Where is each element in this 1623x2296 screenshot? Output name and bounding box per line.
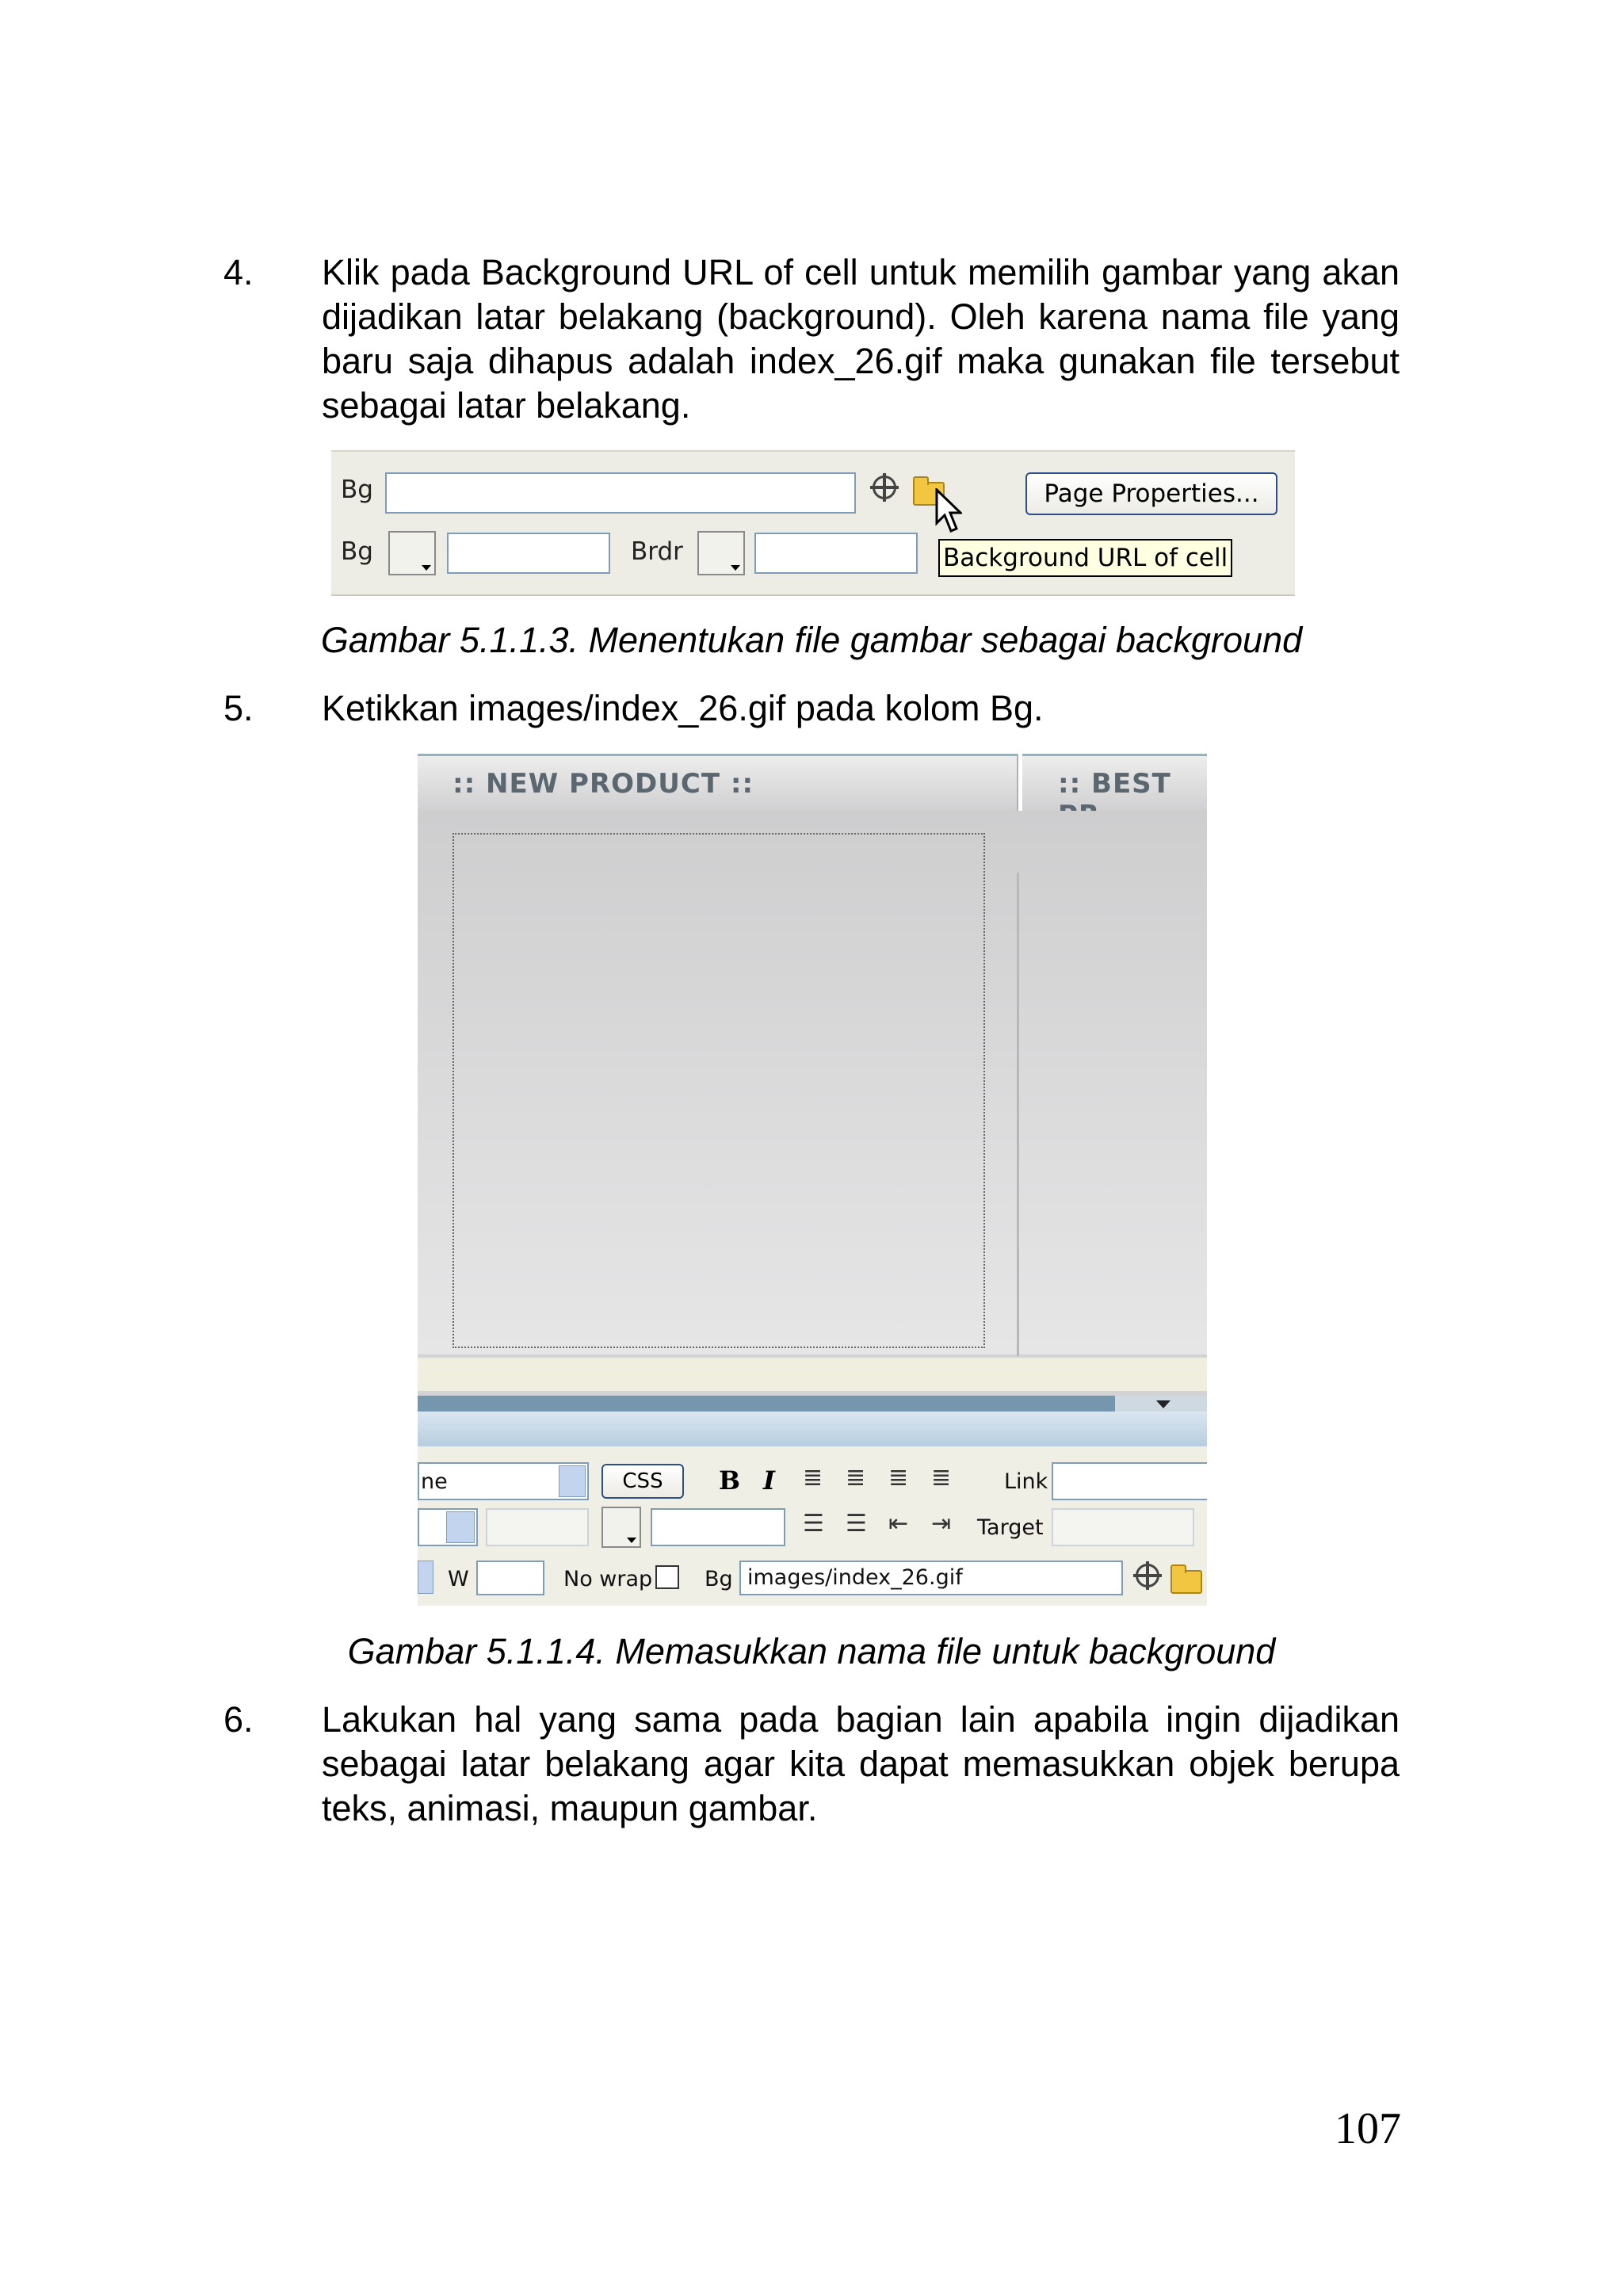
point-to-file-icon[interactable] <box>1136 1564 1159 1587</box>
css-button[interactable]: CSS <box>601 1464 684 1499</box>
step-5-text: Ketikkan images/index_26.gif pada kolom Bg. <box>322 688 1044 728</box>
outdent-icon[interactable]: ⇤ <box>888 1510 909 1538</box>
bg-url-label: Bg <box>341 476 373 504</box>
figure-5-1-1-4-caption: Gambar 5.1.1.4. Memasukkan nama file untuk background <box>347 1631 1276 1671</box>
folder-icon[interactable] <box>1170 1570 1202 1594</box>
link-field[interactable] <box>1052 1462 1207 1500</box>
column-divider <box>1017 873 1019 1356</box>
target-select[interactable] <box>1052 1508 1194 1546</box>
indent-icon[interactable]: ⇥ <box>931 1510 952 1538</box>
no-wrap-checkbox[interactable] <box>655 1565 679 1589</box>
step-4-text: Klik pada Background URL of cell untuk memilih gambar yang akan dijadikan latar belakang (background). Oleh karena nama file yang baru saja dihapus adalah index_26.gif maka gunakan file tersebut sebagai latar belakang. <box>322 252 1400 426</box>
panel-collapse-arrow-icon[interactable] <box>1156 1400 1170 1408</box>
dreamweaver-design-view-screenshot <box>418 754 1207 1606</box>
step-5-number: 5. <box>223 688 254 728</box>
italic-button[interactable]: I <box>763 1465 775 1496</box>
mouse-cursor-icon <box>935 488 962 534</box>
text-color-field[interactable] <box>651 1508 785 1546</box>
width-field[interactable] <box>476 1561 544 1595</box>
align-left-icon[interactable]: ≣ <box>803 1464 823 1492</box>
border-color-swatch[interactable] <box>697 531 745 575</box>
units-select[interactable] <box>486 1508 589 1546</box>
new-product-header: :: NEW PRODUCT :: <box>453 768 754 800</box>
bg-label: Bg <box>705 1567 733 1591</box>
target-label: Target <box>977 1515 1044 1540</box>
width-label: W <box>448 1567 469 1591</box>
chevron-down-icon[interactable] <box>446 1511 475 1543</box>
point-to-file-icon[interactable] <box>873 476 896 499</box>
chevron-down-icon[interactable] <box>418 1561 433 1594</box>
bg-color-swatch[interactable] <box>388 531 436 575</box>
page-number: 107 <box>1335 2104 1401 2153</box>
chevron-down-icon[interactable] <box>559 1465 586 1497</box>
align-center-icon[interactable]: ≣ <box>846 1464 866 1492</box>
border-color-field[interactable] <box>754 533 918 574</box>
align-right-icon[interactable]: ≣ <box>888 1464 909 1492</box>
unordered-list-icon[interactable]: ☰ <box>803 1510 824 1538</box>
justify-icon[interactable]: ≣ <box>931 1464 952 1492</box>
header-divider <box>1017 754 1022 811</box>
best-product-header: :: BEST <box>1058 768 1171 800</box>
bg-url-field[interactable] <box>385 472 856 514</box>
table-cell-outline[interactable] <box>453 833 985 1348</box>
tooltip: Background URL of cell <box>938 539 1232 577</box>
bg-color-field[interactable] <box>447 533 610 574</box>
page-properties-button[interactable]: Page Properties... <box>1025 472 1277 515</box>
bg-url-field[interactable]: images/index_26.gif <box>739 1561 1123 1595</box>
bg-color-label: Bg <box>341 537 373 566</box>
text-color-swatch[interactable] <box>601 1507 641 1548</box>
ordered-list-icon[interactable]: ☰ <box>846 1510 867 1538</box>
panel-title-bar <box>418 1396 1115 1412</box>
step-6-number: 6. <box>223 1699 254 1740</box>
step-4-number: 4. <box>223 252 254 292</box>
bold-button[interactable]: B <box>719 1465 741 1496</box>
figure-5-1-1-3-caption: Gambar 5.1.1.3. Menentukan file gambar sebagai background <box>320 620 1303 660</box>
format-select-value: ne <box>421 1469 448 1494</box>
no-wrap-label: No wrap <box>563 1567 653 1591</box>
properties-panel-header <box>418 1412 1207 1446</box>
status-strip <box>418 1358 1207 1391</box>
link-label: Link <box>1004 1469 1048 1494</box>
cell-properties-panel-screenshot <box>331 450 1295 596</box>
border-color-label: Brdr <box>631 537 683 566</box>
step-6-text: Lakukan hal yang sama pada bagian lain apabila ingin dijadikan sebagai latar belakang agar kita dapat memasukkan objek berupa teks, animasi, maupun gambar. <box>322 1699 1400 1828</box>
